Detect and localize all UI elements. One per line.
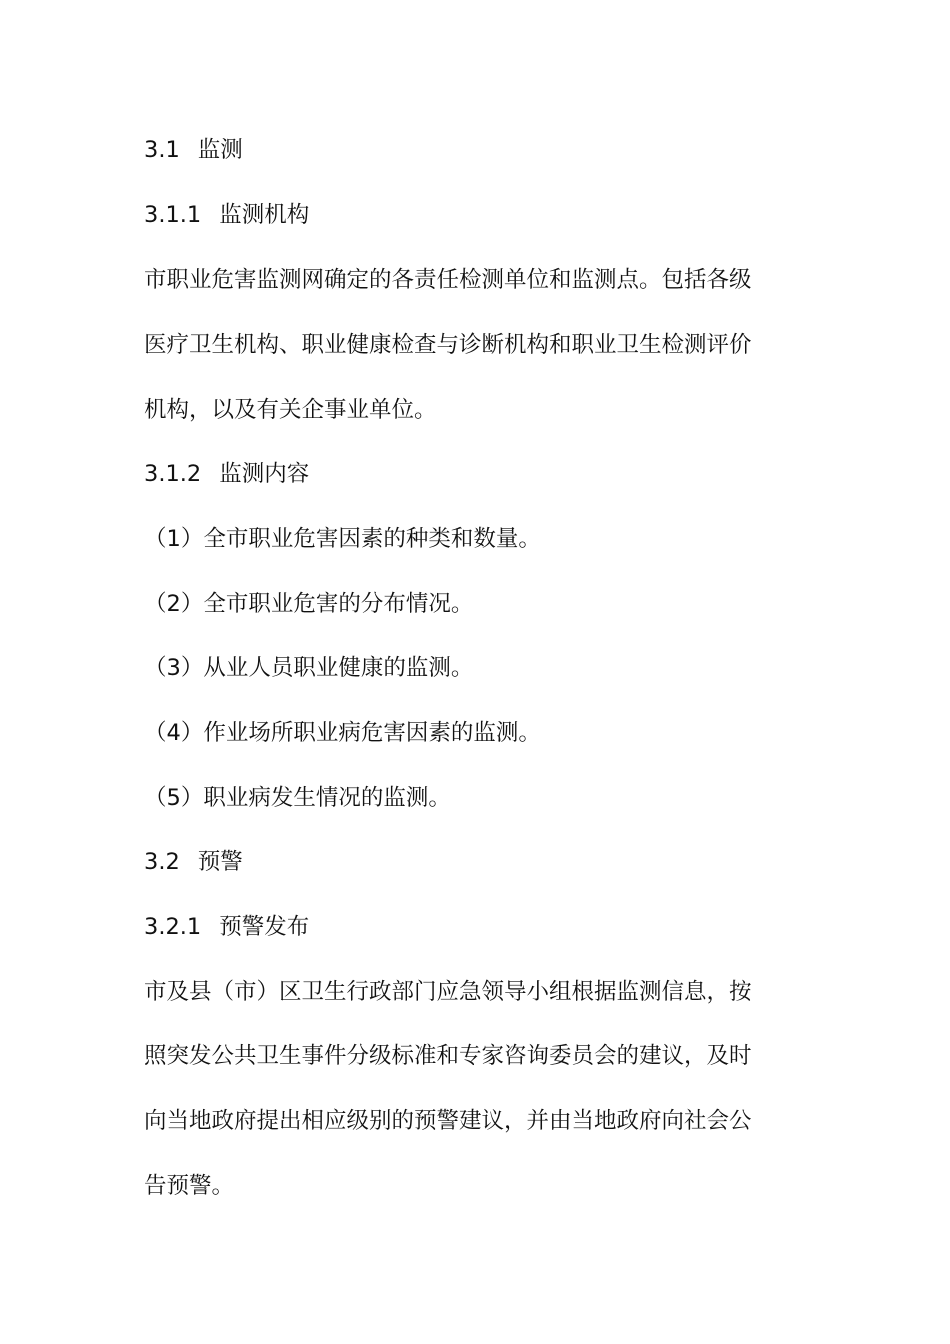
heading-title: 监测机构 — [219, 202, 310, 228]
heading-number: 3.1.1 — [144, 202, 202, 228]
heading-3-2 — [144, 846, 814, 878]
heading-title: 预警发布 — [219, 914, 310, 940]
list-item: （2）全市职业危害的分布情况。 — [144, 591, 474, 617]
heading-3-1-1 — [144, 199, 814, 231]
heading-number: 3.2.1 — [144, 914, 202, 940]
heading-title: 监测 — [197, 137, 243, 163]
list-item: （5）职业病发生情况的监测。 — [144, 785, 451, 811]
paragraph-line: 医疗卫生机构、职业健康检查与诊断机构和职业卫生检测评价 — [144, 332, 752, 358]
heading-3-1-2 — [144, 458, 814, 490]
paragraph-line: 照突发公共卫生事件分级标准和专家咨询委员会的建议，及时 — [144, 1043, 752, 1069]
heading-title: 预警 — [197, 849, 243, 875]
heading-number: 3.2 — [144, 849, 180, 875]
heading-title: 监测内容 — [219, 461, 310, 487]
heading-number: 3.1 — [144, 137, 180, 163]
list-item: （3）从业人员职业健康的监测。 — [144, 655, 474, 681]
heading-number: 3.1.2 — [144, 461, 202, 487]
paragraph-line: 市及县（市）区卫生行政部门应急领导小组根据监测信息，按 — [144, 979, 752, 1005]
paragraph-line: 向当地政府提出相应级别的预警建议，并由当地政府向社会公 — [144, 1108, 752, 1134]
list-item: （4）作业场所职业病危害因素的监测。 — [144, 720, 541, 746]
paragraph-line: 市职业危害监测网确定的各责任检测单位和监测点。包括各级 — [144, 267, 752, 293]
heading-3-1 — [144, 134, 814, 166]
heading-3-2-1 — [144, 911, 814, 943]
list-item: （1）全市职业危害因素的种类和数量。 — [144, 526, 541, 552]
paragraph-line: 机构，以及有关企事业单位。 — [144, 397, 437, 423]
paragraph-line: 告预警。 — [144, 1173, 235, 1199]
